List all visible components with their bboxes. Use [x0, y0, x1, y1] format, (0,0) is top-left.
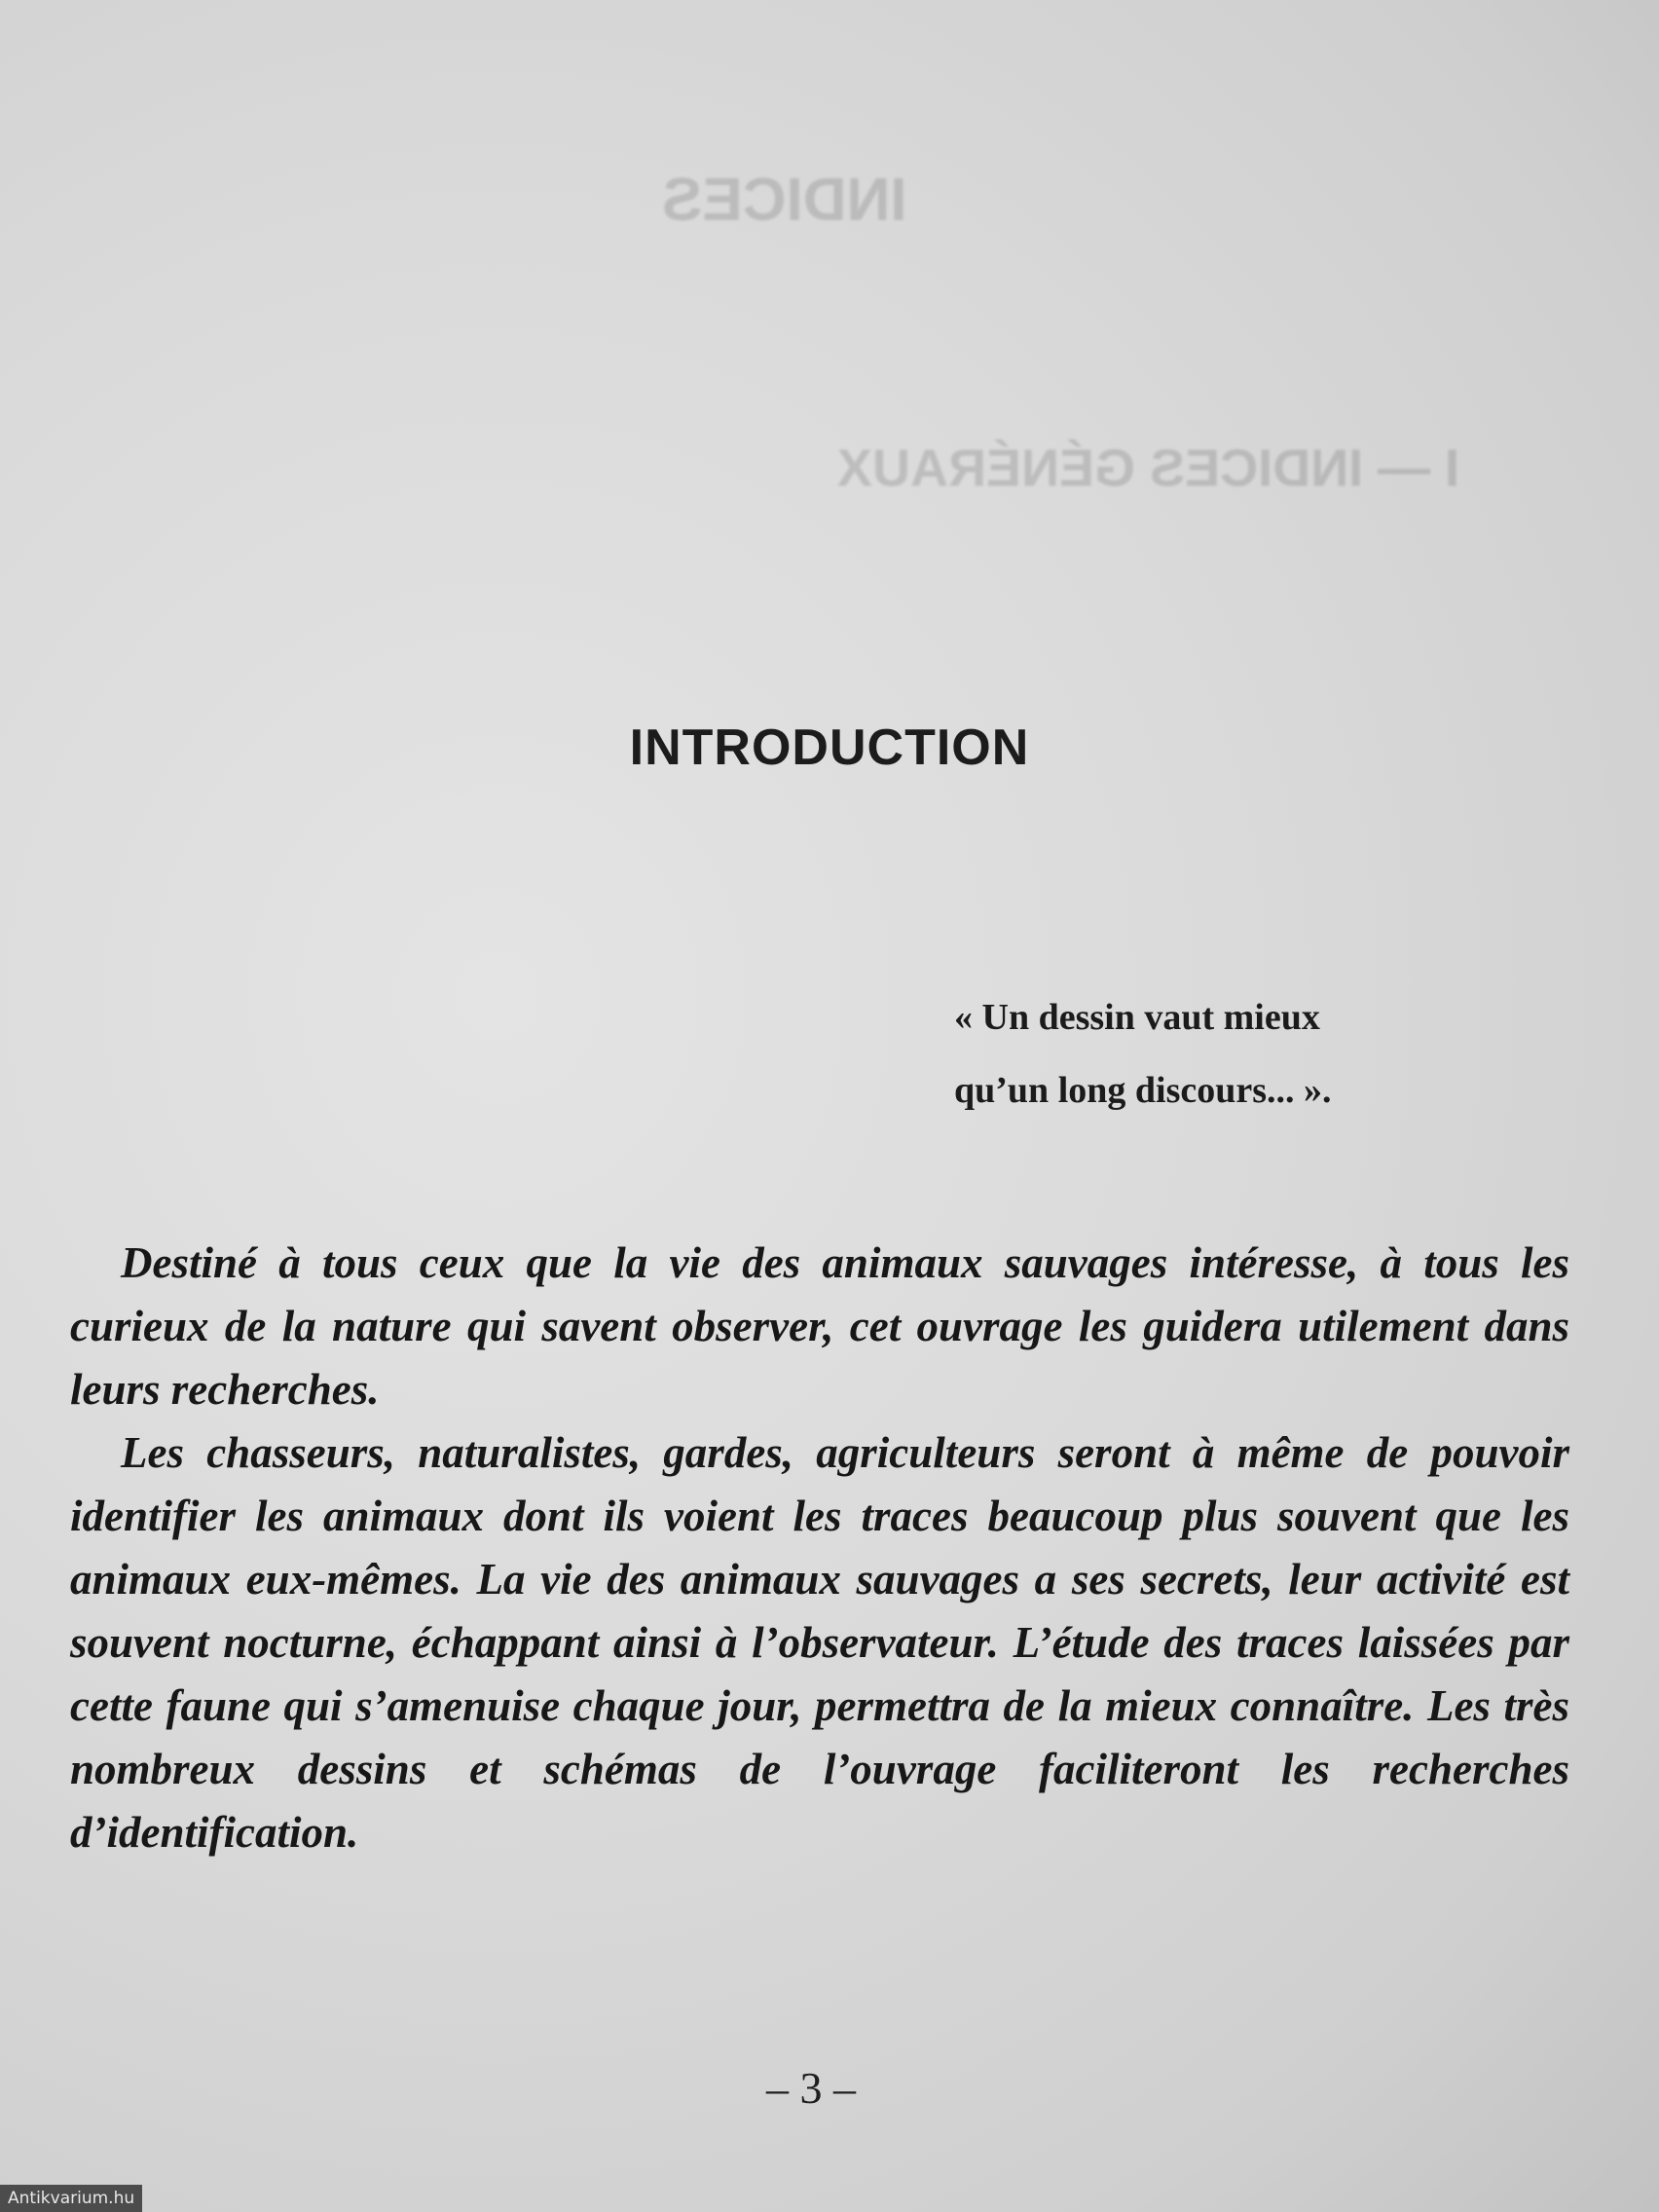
paragraph-1: Destiné à tous ceux que la vie des animaux sauvages intéresse, à tous les curieux de la nature qui savent observer, cet ouvrage les guidera utilement dans leurs recherches. — [70, 1238, 1569, 1414]
page-title: INTRODUCTION — [629, 719, 1030, 776]
epigraph-quote — [935, 981, 1480, 1127]
paragraph-2: Les chasseurs, naturalistes, gardes, agriculteurs seront à même de pouvoir identifier les animaux dont ils voient les traces beaucoup plus souvent que les animaux eux-mêmes. La vie des animaux sauvages a ses secrets, leur activité est souvent nocturne, échappant ainsi à l’observateur. L’étude des traces laissées par cette faune qui s’amenuise chaque jour, permettra de la mieux connaître. Les très nombreux dessins et schémas de l’ouvrage faciliteront les recherches d’identification. — [70, 1428, 1569, 1857]
introduction-body — [70, 1232, 1569, 1864]
show-through-subheading: I — INDICES GÉNÉRAUX — [837, 439, 1460, 498]
epigraph-line-1: « Un dessin vaut mieux — [954, 997, 1320, 1038]
site-watermark: Antikvarium.hu — [0, 2185, 142, 2212]
epigraph-line-2: qu’un long discours... ». — [954, 1070, 1332, 1111]
page-number: – 3 – — [766, 2063, 856, 2113]
show-through-heading: INDICES — [662, 166, 907, 234]
